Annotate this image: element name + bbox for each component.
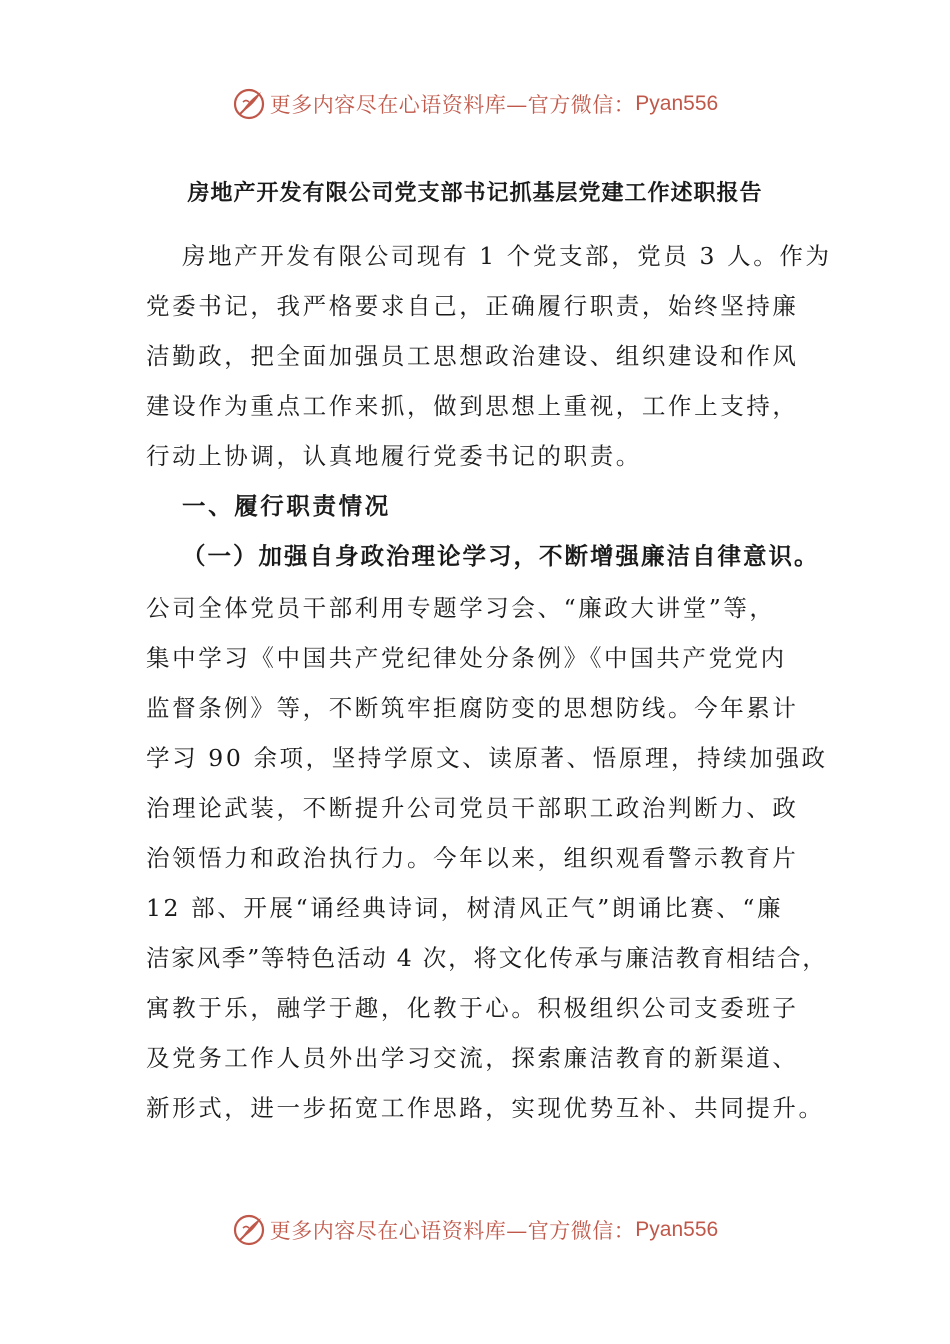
watermark-handle: Pyan556 [635, 1218, 719, 1241]
watermark-handle: Pyan556 [635, 92, 719, 115]
body-line: 集中学习《中国共产党纪律处分条例》《中国共产党党内 [146, 644, 787, 672]
document-title: 房地产开发有限公司党支部书记抓基层党建工作述职报告 [187, 180, 763, 206]
intro-line: 党委书记，我严格要求自己，正确履行职责，始终坚持廉 [146, 292, 799, 320]
footer-watermark [0, 1208, 950, 1252]
watermark-text: 更多内容尽在心语资料库—官方微信： [269, 93, 636, 117]
body-line: 监督条例》等，不断筑牢拒腐防变的思想防线。今年累计 [146, 694, 799, 722]
body-line: 公司全体党员干部利用专题学习会、“廉政大讲堂”等， [146, 594, 776, 622]
intro-line: 行动上协调，认真地履行党委书记的职责。 [146, 442, 642, 470]
body-line: 新形式，进一步拓宽工作思路，实现优势互补、共同提升。 [146, 1094, 825, 1122]
intro-line: 洁勤政，把全面加强员工思想政治建设、组织建设和作风 [146, 342, 799, 370]
body-line: 12 部、开展“诵经典诗词，树清风正气”朗诵比赛、“廉 [146, 894, 784, 922]
body-line: 及党务工作人员外出学习交流，探索廉洁教育的新渠道、 [146, 1044, 799, 1072]
body-line: 学习 90 余项，坚持学原文、读原著、悟原理，持续加强政 [146, 744, 828, 772]
body-line: 治领悟力和政治执行力。今年以来，组织观看警示教育片 [146, 844, 799, 872]
body-line: 治理论武装，不断提升公司党员干部职工政治判断力、政 [146, 794, 799, 822]
body-line: 寓教于乐，融学于趣，化教于心。积极组织公司支委班子 [146, 994, 799, 1022]
header-watermark [0, 82, 950, 126]
intro-line: 房地产开发有限公司现有 1 个党支部，党员 3 人。作为 [182, 242, 832, 270]
intro-line: 建设作为重点工作来抓，做到思想上重视，工作上支持， [146, 392, 799, 420]
watermark-text: 更多内容尽在心语资料库—官方微信： [269, 1219, 636, 1243]
quill-pen-icon [232, 1213, 266, 1247]
body-line: 洁家风季”等特色活动 4 次，将文化传承与廉洁教育相结合， [146, 944, 828, 972]
section-heading: 一、履行职责情况 [182, 492, 391, 520]
subsection-heading: （一）加强自身政治理论学习，不断增强廉洁自律意识。 [182, 542, 820, 570]
quill-pen-icon [232, 87, 266, 121]
